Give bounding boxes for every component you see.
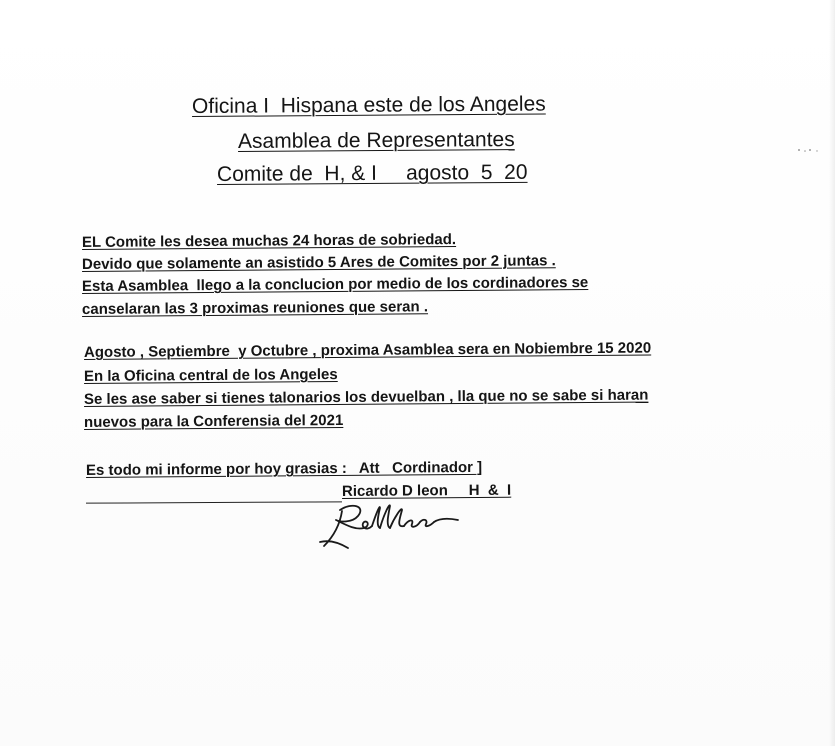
paragraph1-line4: canselaran las 3 proximas reuniones que seran . bbox=[81, 298, 429, 318]
paragraph1-line3: Esta Asamblea llego a la conclucion por medio de los cordinadores se bbox=[81, 274, 589, 295]
paragraph2-line3: Se les ase saber si tienes talonarios los devuelban , lla que no se sabe si haran bbox=[83, 386, 649, 408]
signer-name: Ricardo D leon H & I bbox=[341, 481, 512, 500]
header-office-title: Oficina I Hispana este de los Angeles bbox=[191, 92, 546, 118]
header-assembly-title: Asamblea de Representantes bbox=[237, 128, 515, 153]
paragraph2-line1: Agosto , Septiembre y Octubre , proxima Asamblea sera en Nobiembre 15 2020 bbox=[83, 339, 652, 361]
page-edge-shadow bbox=[829, 0, 835, 746]
paragraph1-line2: Devido que solamente an asistido 5 Ares de Comites por 2 juntas . bbox=[81, 252, 556, 273]
paragraph2-line4: nuevos para la Conferensia del 2021 bbox=[83, 411, 344, 431]
header-committee-date: Comite de H, & I agosto 5 20 bbox=[216, 160, 528, 186]
paragraph2-line2: En la Oficina central de los Angeles bbox=[83, 366, 338, 385]
closing-line: Es todo mi informe por hoy grasias : Att Cordinador ] bbox=[85, 458, 483, 479]
scan-speck bbox=[796, 146, 822, 154]
paragraph1-line1: EL Comite les desea muchas 24 horas de sobriedad. bbox=[81, 231, 457, 251]
handwritten-signature bbox=[318, 500, 468, 554]
signature-rule bbox=[86, 501, 342, 503]
